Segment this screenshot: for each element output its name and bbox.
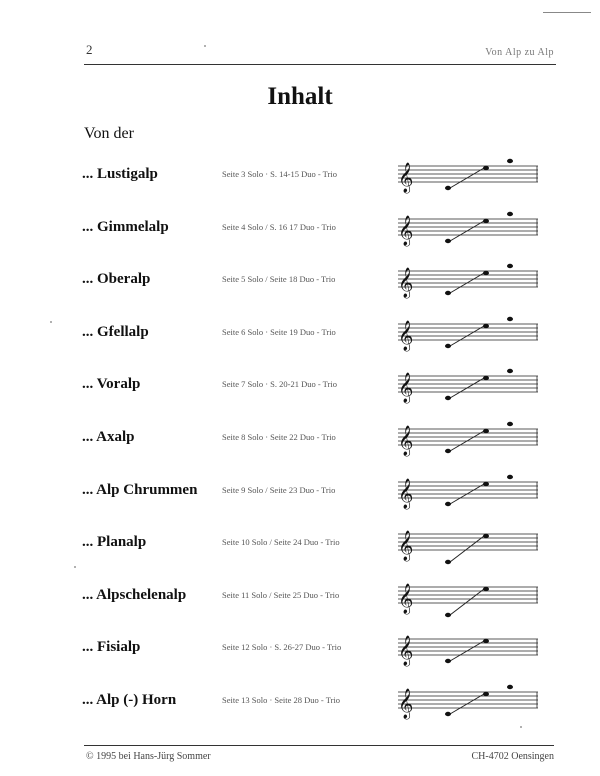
treble-clef-icon: 𝄞 [398, 215, 414, 246]
note-head [445, 238, 451, 242]
music-incipit [398, 631, 540, 671]
treble-clef-icon: 𝄞 [398, 478, 414, 509]
note-head [507, 317, 513, 321]
contents-entry [0, 158, 600, 198]
entry-name: ... Gfellalp [82, 323, 149, 340]
music-incipit [398, 158, 540, 198]
music-incipit [398, 263, 540, 303]
treble-clef-icon: 𝄞 [398, 689, 414, 719]
note-head [507, 264, 513, 268]
note-head [445, 344, 451, 348]
treble-clef-icon: 𝄞 [398, 320, 414, 351]
contents-entry [0, 211, 600, 251]
contents-entry [0, 526, 600, 566]
note-head [483, 376, 489, 380]
entry-name: ... Voralp [82, 376, 141, 393]
running-title: Von Alp zu Alp [485, 47, 554, 58]
note-head [445, 659, 451, 663]
publisher-location: CH-4702 Oensingen [471, 751, 554, 762]
note-head [445, 449, 451, 453]
entry-pages: Seite 5 Solo / Seite 18 Duo - Trio [222, 274, 336, 285]
music-incipit [398, 368, 540, 408]
treble-clef-icon: 𝄞 [398, 268, 414, 299]
header-rule [84, 64, 556, 65]
note-head [483, 639, 489, 643]
note-head [445, 291, 451, 295]
note-head [483, 534, 489, 538]
treble-clef-icon: 𝄞 [398, 373, 414, 404]
treble-clef-icon: 𝄞 [398, 636, 414, 667]
note-head [483, 324, 489, 328]
entry-pages: Seite 9 Solo / Seite 23 Duo - Trio [222, 484, 336, 495]
note-head [507, 422, 513, 426]
scan-speck [74, 566, 76, 568]
note-head [507, 211, 513, 215]
glissando-line [450, 536, 484, 562]
entry-pages: Seite 8 Solo · Seite 22 Duo - Trio [222, 432, 336, 442]
note-head [483, 166, 489, 170]
treble-clef-icon: 𝄞 [398, 163, 414, 193]
entry-name: ... Alp (-) Horn [82, 692, 177, 708]
treble-clef-icon: 𝄞 [398, 426, 414, 456]
page-number: 2 [86, 42, 93, 57]
glissando-line [450, 589, 484, 615]
note-head [483, 587, 489, 591]
contents-entry [0, 316, 600, 356]
entry-pages: Seite 4 Solo / S. 16 17 Duo - Trio [222, 221, 336, 232]
contents-entry [0, 421, 600, 461]
note-head [483, 429, 489, 433]
note-head [445, 396, 451, 400]
entry-name: ... Fisialp [82, 639, 141, 656]
music-incipit [398, 474, 540, 514]
top-corner-rule [543, 12, 591, 13]
entry-pages: Seite 11 Solo / Seite 25 Duo - Trio [222, 589, 340, 600]
note-head [445, 186, 451, 190]
scan-speck [204, 45, 206, 47]
music-incipit [398, 421, 540, 461]
music-incipit [398, 526, 540, 566]
note-head [445, 613, 451, 617]
note-head [445, 712, 451, 716]
note-head [445, 560, 451, 564]
treble-clef-icon: 𝄞 [398, 583, 414, 614]
music-incipit [398, 211, 540, 251]
entry-pages: Seite 10 Solo / Seite 24 Duo - Trio [222, 537, 340, 548]
entry-name: ... Alpschelenalp [82, 586, 187, 603]
treble-clef-icon: 𝄞 [398, 531, 414, 562]
scan-speck [50, 321, 52, 323]
entry-pages: Seite 6 Solo · Seite 19 Duo - Trio [222, 326, 336, 337]
contents-entry [0, 631, 600, 671]
footer-rule [84, 745, 554, 746]
entry-pages: Seite 3 Solo · S. 14-15 Duo - Trio [222, 169, 337, 179]
copyright-notice: © 1995 bei Hans-Jürg Sommer [86, 751, 211, 762]
entry-name: ... Axalp [82, 429, 135, 445]
note-head [507, 685, 513, 689]
music-incipit [398, 316, 540, 356]
section-label: Von der [84, 125, 134, 142]
scan-speck [520, 726, 522, 728]
entry-name: ... Alp Chrummen [82, 481, 198, 498]
contents-entry [0, 579, 600, 619]
entry-name: ... Planalp [82, 534, 147, 551]
note-head [483, 481, 489, 485]
note-head [483, 218, 489, 222]
entry-name: ... Gimmelalp [82, 218, 169, 235]
contents-entry [0, 368, 600, 408]
entry-pages: Seite 7 Solo · S. 20-21 Duo - Trio [222, 379, 337, 390]
note-head [483, 692, 489, 696]
note-head [507, 369, 513, 373]
page-title: Inhalt [267, 83, 333, 110]
note-head [507, 474, 513, 478]
note-head [483, 271, 489, 275]
music-incipit [398, 684, 540, 724]
contents-entry [0, 263, 600, 303]
entry-name: ... Oberalp [82, 271, 151, 288]
contents-entry [0, 684, 600, 724]
note-head [507, 159, 513, 163]
contents-entry [0, 474, 600, 514]
entry-name: ... Lustigalp [82, 166, 158, 182]
music-incipit [398, 579, 540, 619]
note-head [445, 501, 451, 505]
entry-pages: Seite 13 Solo · Seite 28 Duo - Trio [222, 695, 341, 705]
entry-pages: Seite 12 Solo · S. 26-27 Duo - Trio [222, 642, 342, 653]
